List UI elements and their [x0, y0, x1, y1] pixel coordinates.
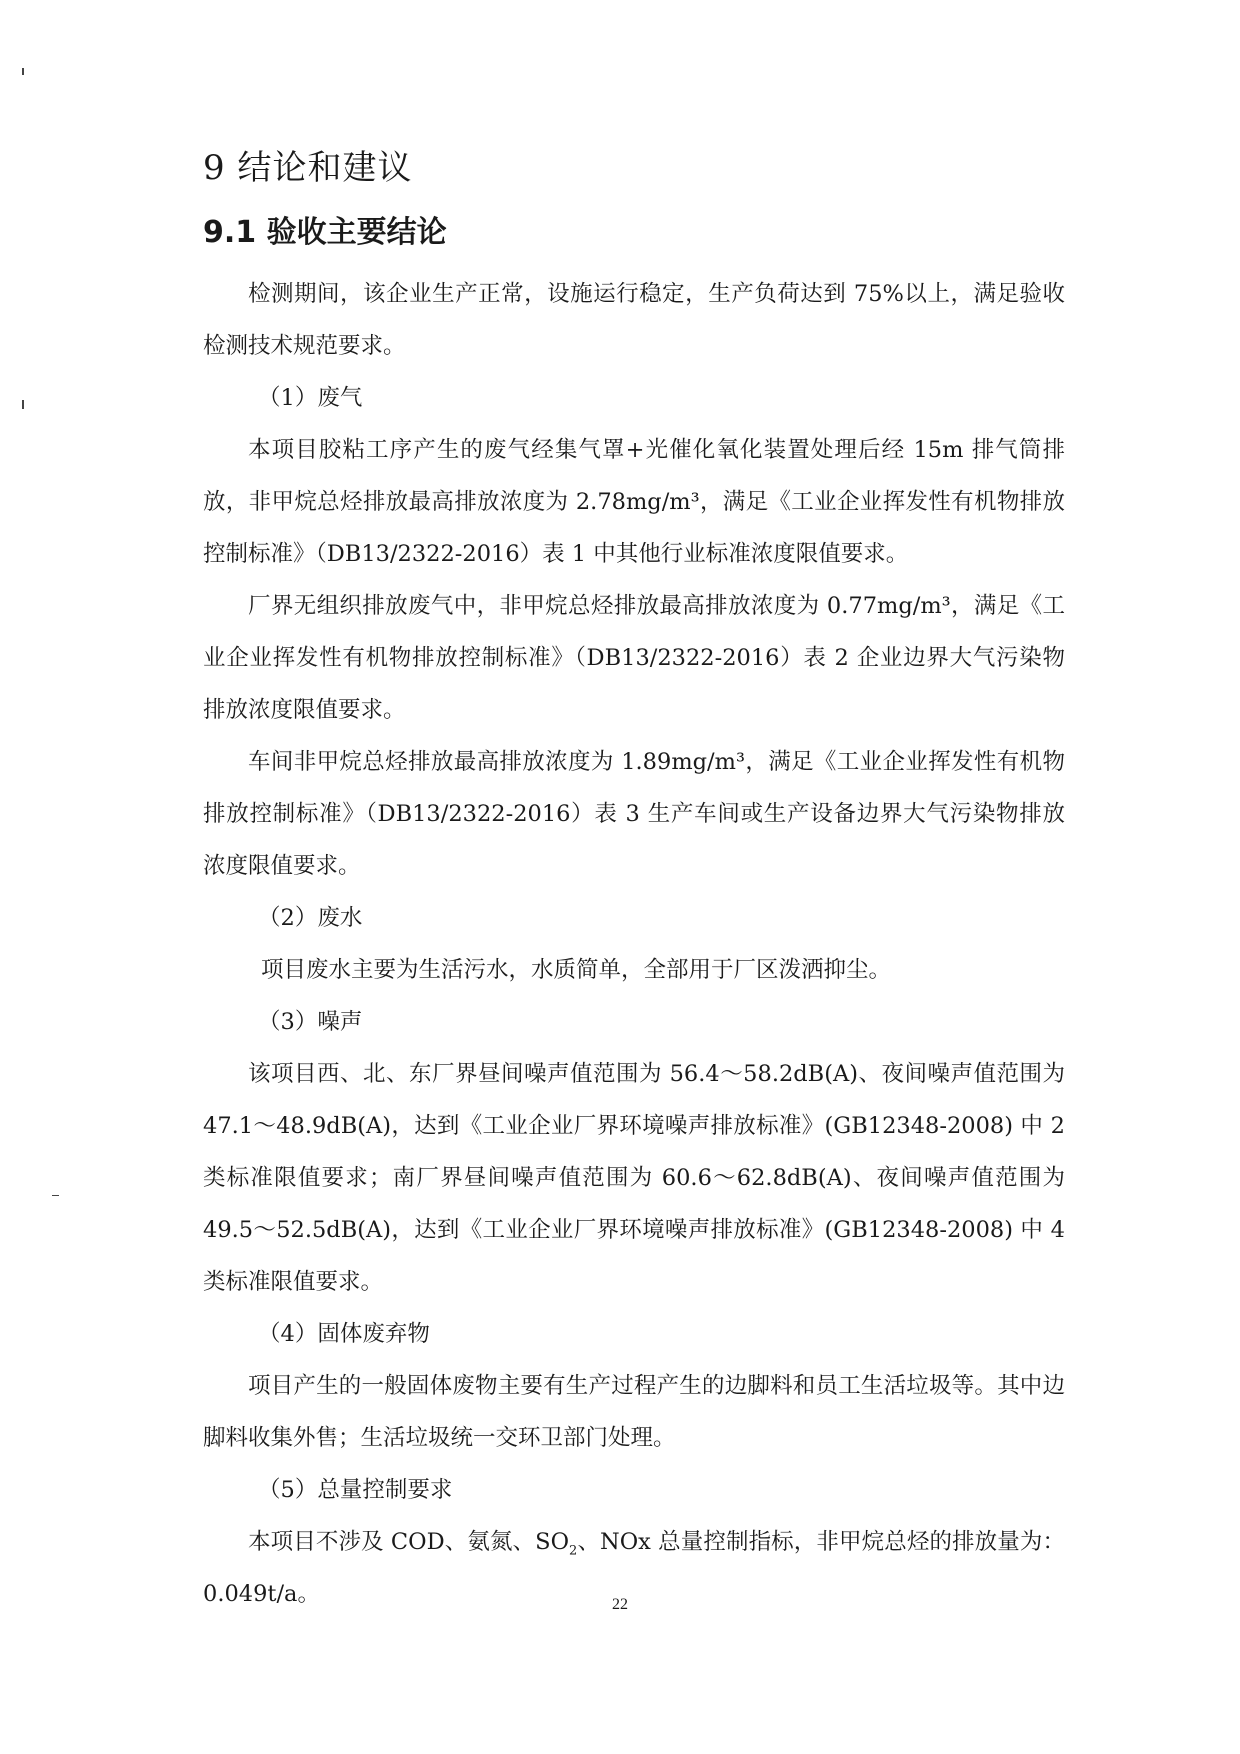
- solid-waste-label: （4）固体废弃物: [258, 1321, 430, 1347]
- waste-gas-paragraph-2: 厂界无组织排放废气中，非甲烷总烃排放最高排放浓度为 0.77mg/m³，满足《工业企业挥发性有机物排放控制标准》（DB13/2322-2016）表 2 企业边界大气污染物排放浓度限值要求。: [203, 593, 1065, 723]
- total-control-text-b: 、NOx 总量控制指标，非甲烷总烃的排放量为：0.049t/a。: [203, 1529, 1066, 1607]
- waste-gas-paragraph-1: 本项目胶粘工序产生的废气经集气罩+光催化氧化装置处理后经 15m 排气筒排放，非甲烷总烃排放最高排放浓度为 2.78mg/m³，满足《工业企业挥发性有机物排放控制标准》（DB13/2322-2016）表 1 中其他行业标准浓度限值要求。: [203, 437, 1065, 567]
- waste-water-paragraph: 项目废水主要为生活污水，水质简单，全部用于厂区泼洒抑尘。: [261, 957, 892, 983]
- chapter-heading: [203, 140, 412, 189]
- waste-gas-paragraph-3: 车间非甲烷总烃排放最高排放浓度为 1.89mg/m³，满足《工业企业挥发性有机物排放控制标准》（DB13/2322-2016）表 3 生产车间或生产设备边界大气污染物排放浓度限值要求。: [203, 749, 1065, 879]
- scan-mark: [22, 68, 24, 75]
- intro-paragraph: 检测期间，该企业生产正常，设施运行稳定，生产负荷达到 75%以上，满足验收检测技术规范要求。: [203, 281, 1065, 359]
- waste-gas-label: （1）废气: [258, 385, 363, 411]
- scan-mark: [22, 400, 24, 409]
- chapter-title: 结论和建议: [237, 148, 413, 188]
- waste-water-label: （2）废水: [258, 905, 363, 931]
- chapter-number: 9: [203, 148, 226, 188]
- scan-mark: [52, 1195, 59, 1196]
- noise-label: （3）噪声: [258, 1009, 363, 1035]
- solid-waste-paragraph: 项目产生的一般固体废物主要有生产过程产生的边脚料和员工生活垃圾等。其中边脚料收集外售；生活垃圾统一交环卫部门处理。: [203, 1373, 1065, 1451]
- section-title: 验收主要结论: [266, 215, 447, 250]
- noise-paragraph: 该项目西、北、东厂界昼间噪声值范围为 56.4～58.2dB(A)、夜间噪声值范围为 47.1～48.9dB(A)，达到《工业企业厂界环境噪声排放标准》(GB12348-2008) 中 2 类标准限值要求；南厂界昼间噪声值范围为 60.6～62.8dB(A)、夜间噪声值范围为 49.5～52.5dB(A)，达到《工业企业厂界环境噪声排放标准》(GB12348-2008) 中 4 类标准限值要求。: [203, 1061, 1065, 1295]
- section-number: 9.1: [203, 215, 257, 250]
- section-heading: [203, 207, 447, 251]
- total-control-text-a: 本项目不涉及 COD、氨氮、SO: [248, 1529, 570, 1555]
- document-body: [203, 268, 1065, 1620]
- so2-subscript: 2: [569, 1543, 578, 1559]
- page-number: 22: [612, 1596, 628, 1613]
- total-control-label: （5）总量控制要求: [258, 1477, 453, 1503]
